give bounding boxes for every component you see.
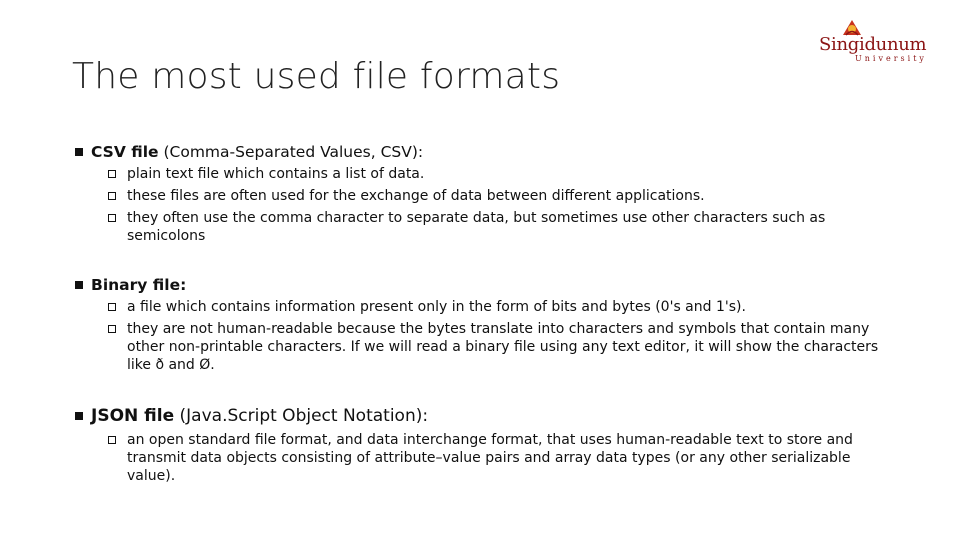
sub-bullet xyxy=(111,431,901,485)
term-csv: CSV file xyxy=(91,143,159,161)
logo-name: Singidunum xyxy=(819,34,927,55)
sub-bullet-text: they often use the comma character to separate data, but sometimes use other characters such as semicolons xyxy=(127,210,826,244)
sub-bullet-text: they are not human-readable because the bytes translate into characters and symbols that contain many other non-printable characters. If we will read a binary file using any text editor, it will show the characters like ð and Ø. xyxy=(127,321,879,373)
term-json: JSON file xyxy=(91,406,175,426)
bullet-hollow-square-icon xyxy=(108,303,116,311)
sub-bullet xyxy=(111,165,901,183)
sub-bullet-text: these files are often used for the exchange of data between different applications. xyxy=(127,188,705,204)
bullet-square-icon xyxy=(75,148,83,156)
term-csv-desc: (Comma-Separated Values, CSV): xyxy=(158,143,424,161)
sub-bullet-text: a file which contains information present only in the form of bits and bytes (0's and 1's). xyxy=(127,299,746,315)
sub-bullet xyxy=(111,209,901,245)
bullet-csv xyxy=(75,143,423,161)
slide-title: The most used file formats xyxy=(72,56,561,97)
bullet-hollow-square-icon xyxy=(108,192,116,200)
bullet-binary xyxy=(75,276,186,294)
bullet-json xyxy=(75,406,428,426)
bullet-hollow-square-icon xyxy=(108,436,116,444)
sub-bullet xyxy=(111,320,901,374)
bullet-hollow-square-icon xyxy=(108,214,116,222)
sub-bullet-text: plain text file which contains a list of data. xyxy=(127,166,425,182)
bullet-hollow-square-icon xyxy=(108,170,116,178)
bullet-hollow-square-icon xyxy=(108,325,116,333)
university-logo xyxy=(815,16,940,66)
bullet-square-icon xyxy=(75,412,83,420)
logo-subtitle: University xyxy=(855,54,927,63)
sub-bullet xyxy=(111,298,901,316)
bullet-square-icon xyxy=(75,281,83,289)
term-binary: Binary file: xyxy=(91,276,187,294)
sub-bullet-text: an open standard file format, and data interchange format, that uses human-readable text to store and transmit data objects consisting of attribute–value pairs and array data types (or any other serializable value). xyxy=(127,432,853,484)
term-json-desc: (Java.Script Object Notation): xyxy=(174,406,429,426)
sub-bullet xyxy=(111,187,901,205)
